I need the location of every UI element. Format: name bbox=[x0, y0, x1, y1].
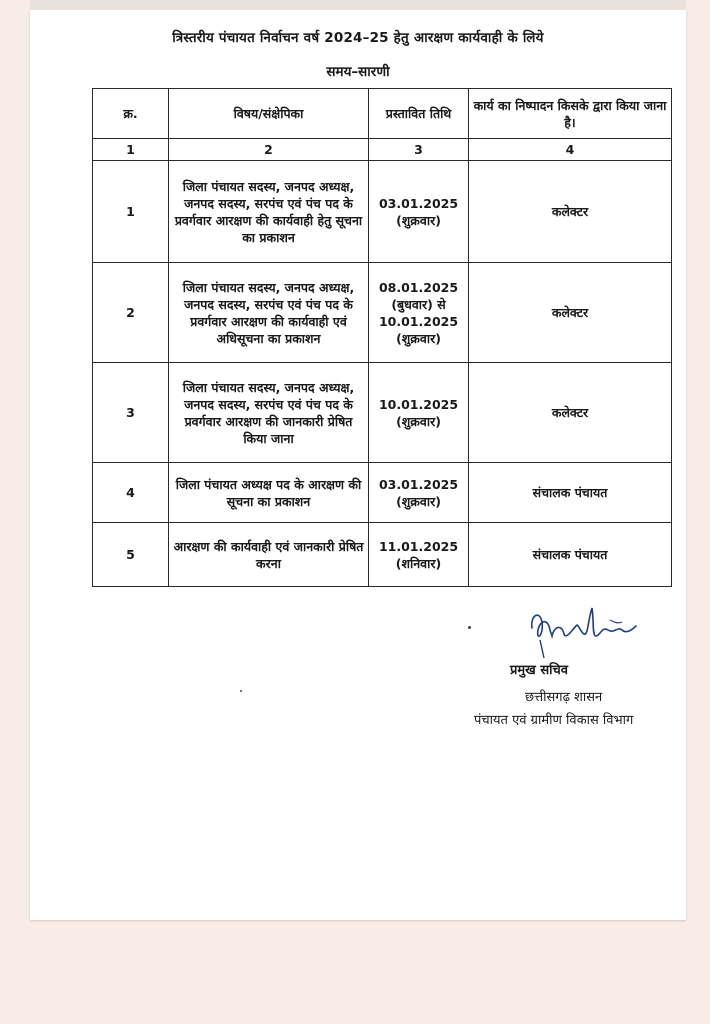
row-day-end: (शुक्रवार) bbox=[396, 330, 441, 346]
row-date-cell bbox=[369, 363, 469, 463]
document-page bbox=[30, 10, 686, 920]
row-executor: कलेक्टर bbox=[469, 161, 672, 263]
row-subject: जिला पंचायत सदस्य, जनपद अध्यक्ष, जनपद सदस्य, सरपंच एवं पंच पद के प्रवर्गवार आरक्षण की कार्यवाही हेतु सूचना का प्रकाशन bbox=[169, 161, 369, 263]
row-date-cell bbox=[369, 463, 469, 523]
header-date: प्रस्तावित तिथि bbox=[369, 89, 469, 139]
signatory-designation: प्रमुख सचिव bbox=[510, 663, 568, 678]
row-date-cell bbox=[369, 523, 469, 587]
header-executor: कार्य का निष्पादन किसके द्वारा किया जाना है। bbox=[469, 89, 672, 139]
table-row bbox=[93, 523, 672, 587]
row-executor: संचालक पंचायत bbox=[469, 463, 672, 523]
colnum: 2 bbox=[169, 139, 369, 161]
schedule-table bbox=[92, 88, 672, 587]
row-sno: 3 bbox=[93, 363, 169, 463]
table-row bbox=[93, 263, 672, 363]
row-date-cell bbox=[369, 161, 469, 263]
signature-image bbox=[522, 600, 652, 660]
signatory-department: पंचायत एवं ग्रामीण विकास विभाग bbox=[474, 713, 634, 728]
table-row bbox=[93, 363, 672, 463]
row-date-cell bbox=[369, 263, 469, 363]
document-subtitle: समय–सारणी bbox=[326, 64, 390, 80]
row-date: 03.01.2025 bbox=[378, 195, 459, 211]
row-executor: कलेक्टर bbox=[469, 363, 672, 463]
header-subject: विषय/संक्षेपिका bbox=[169, 89, 369, 139]
table-header-row bbox=[93, 89, 672, 139]
row-sno: 5 bbox=[93, 523, 169, 587]
row-day: (शनिवार) bbox=[395, 555, 442, 571]
row-executor: कलेक्टर bbox=[469, 263, 672, 363]
row-executor: संचालक पंचायत bbox=[469, 523, 672, 587]
colnum: 1 bbox=[93, 139, 169, 161]
row-date: 10.01.2025 bbox=[378, 396, 459, 412]
row-date: 08.01.2025 bbox=[378, 279, 459, 295]
signatory-government: छत्तीसगढ़ शासन bbox=[525, 690, 603, 705]
row-sno: 1 bbox=[93, 161, 169, 263]
row-day: (बुधवार) से bbox=[391, 296, 446, 312]
header-sno: क्र. bbox=[93, 89, 169, 139]
colnum: 4 bbox=[469, 139, 672, 161]
row-sno: 2 bbox=[93, 263, 169, 363]
row-day: (शुक्रवार) bbox=[396, 493, 441, 509]
row-subject: जिला पंचायत सदस्य, जनपद अध्यक्ष, जनपद सदस्य, सरपंच एवं पंच पद के प्रवर्गवार आरक्षण की जानकारी प्रेषित किया जाना bbox=[169, 363, 369, 463]
row-date-end: 10.01.2025 bbox=[378, 313, 459, 329]
table-row bbox=[93, 463, 672, 523]
row-date: 11.01.2025 bbox=[378, 538, 459, 554]
row-subject: आरक्षण की कार्यवाही एवं जानकारी प्रेषित करना bbox=[169, 523, 369, 587]
column-number-row bbox=[93, 139, 672, 161]
top-edge bbox=[30, 0, 686, 10]
row-sno: 4 bbox=[93, 463, 169, 523]
document-title: त्रिस्तरीय पंचायत निर्वाचन वर्ष 2024–25 हेतु आरक्षण कार्यवाही के लिये bbox=[172, 30, 544, 46]
row-date: 03.01.2025 bbox=[378, 476, 459, 492]
row-day: (शुक्रवार) bbox=[396, 212, 441, 228]
row-day: (शुक्रवार) bbox=[396, 413, 441, 429]
table-row bbox=[93, 161, 672, 263]
row-subject: जिला पंचायत सदस्य, जनपद अध्यक्ष, जनपद सदस्य, सरपंच एवं पंच पद के प्रवर्गवार आरक्षण की कार्यवाही एवं अधिसूचना का प्रकाशन bbox=[169, 263, 369, 363]
row-subject: जिला पंचायत अध्यक्ष पद के आरक्षण की सूचना का प्रकाशन bbox=[169, 463, 369, 523]
speck bbox=[240, 690, 242, 692]
colnum: 3 bbox=[369, 139, 469, 161]
speck bbox=[468, 626, 471, 629]
